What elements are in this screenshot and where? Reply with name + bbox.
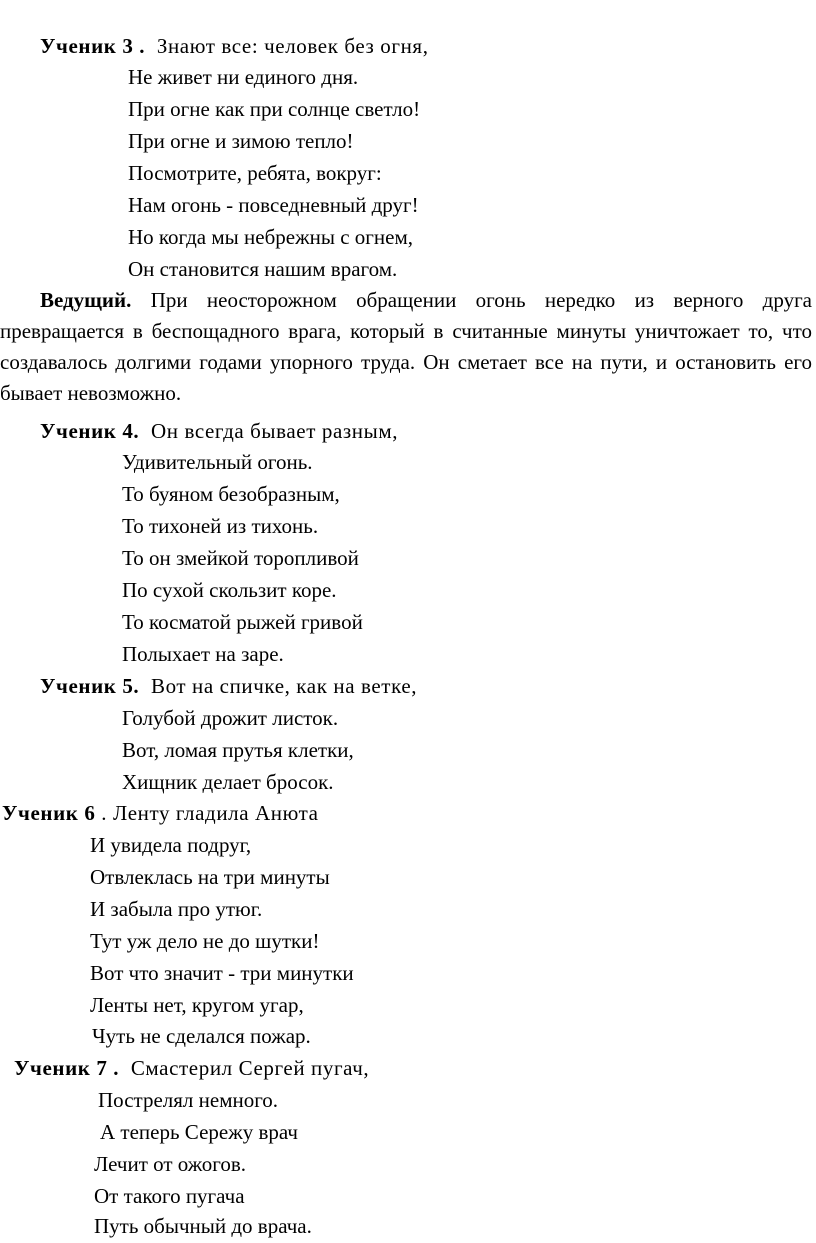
verse-line: Знают все: человек без огня,: [156, 34, 429, 58]
verse-line: . Ленту гладила Анюта: [101, 801, 319, 825]
verse-line: Лечит от ожогов.: [94, 1152, 246, 1176]
verse-line: Чуть не сделался пожар.: [92, 1024, 311, 1048]
verse-line: И увидела подруг,: [90, 833, 252, 857]
verse-line: Но когда мы небрежны с огнем,: [128, 225, 413, 249]
verse-line: Путь обычный до врача.: [94, 1214, 312, 1238]
verse-6-first-line: [2, 800, 319, 826]
verse-line: Смастерил Сергей пугач,: [130, 1056, 370, 1080]
verse-line: То тихоней из тихонь.: [122, 514, 319, 538]
verse-line: Не живет ни единого дня.: [128, 65, 359, 89]
verse-line: Ленты нет, кругом угар,: [90, 993, 304, 1017]
verse-line: Нам огонь - повседневный друг!: [128, 193, 419, 217]
verse-line: То косматой рыжей гривой: [122, 610, 363, 634]
verse-line: Вот на спичке, как на ветке,: [150, 674, 418, 698]
verse-7-first-line: [14, 1055, 369, 1081]
speaker-student-4: Ученик 4.: [40, 419, 140, 443]
verse-5-first-line: [40, 673, 417, 699]
speaker-student-7: Ученик 7 .: [14, 1056, 120, 1080]
verse-3-first-line: [40, 33, 429, 59]
host-paragraph: [0, 285, 812, 409]
verse-line: То он змейкой торопливой: [122, 546, 359, 570]
verse-line: Голубой дрожит листок.: [122, 706, 339, 730]
verse-line: Вот что значит - три минутки: [90, 961, 354, 985]
verse-line: То буяном безобразным,: [122, 482, 340, 506]
verse-4-first-line: [40, 418, 398, 444]
verse-line: При огне и зимою тепло!: [128, 129, 354, 153]
verse-line: Полыхает на заре.: [122, 642, 284, 666]
verse-line: Отвлеклась на три минуты: [90, 865, 330, 889]
verse-line: Тут уж дело не до шутки!: [90, 929, 320, 953]
host-text: При неосторожном обращении огонь нередко из верного друга превращается в беспощадного врага, который в считанные минуты уничтожает то, что создавалось долгими годами упорного труда. Он сметает все на пути, и остановить его бывает невозможно.: [0, 288, 812, 405]
verse-line: По сухой скользит коре.: [122, 578, 337, 602]
speaker-student-5: Ученик 5.: [40, 674, 140, 698]
verse-line: А теперь Сережу врач: [100, 1120, 298, 1144]
verse-line: От такого пугача: [94, 1184, 245, 1208]
verse-line: И забыла про утюг.: [90, 897, 263, 921]
speaker-student-3: Ученик 3 .: [40, 34, 146, 58]
speaker-student-6: Ученик 6: [2, 801, 96, 825]
verse-line: Он всегда бывает разным,: [150, 419, 399, 443]
verse-line: При огне как при солнце светло!: [128, 97, 421, 121]
verse-line: Вот, ломая прутья клетки,: [122, 738, 354, 762]
verse-line: Пострелял немного.: [98, 1088, 279, 1112]
verse-line: Хищник делает бросок.: [122, 770, 334, 794]
verse-line: Он становится нашим врагом.: [128, 257, 398, 281]
speaker-host: Ведущий.: [40, 288, 132, 312]
verse-line: Удивительный огонь.: [122, 450, 313, 474]
verse-line: Посмотрите, ребята, вокруг:: [128, 161, 382, 185]
